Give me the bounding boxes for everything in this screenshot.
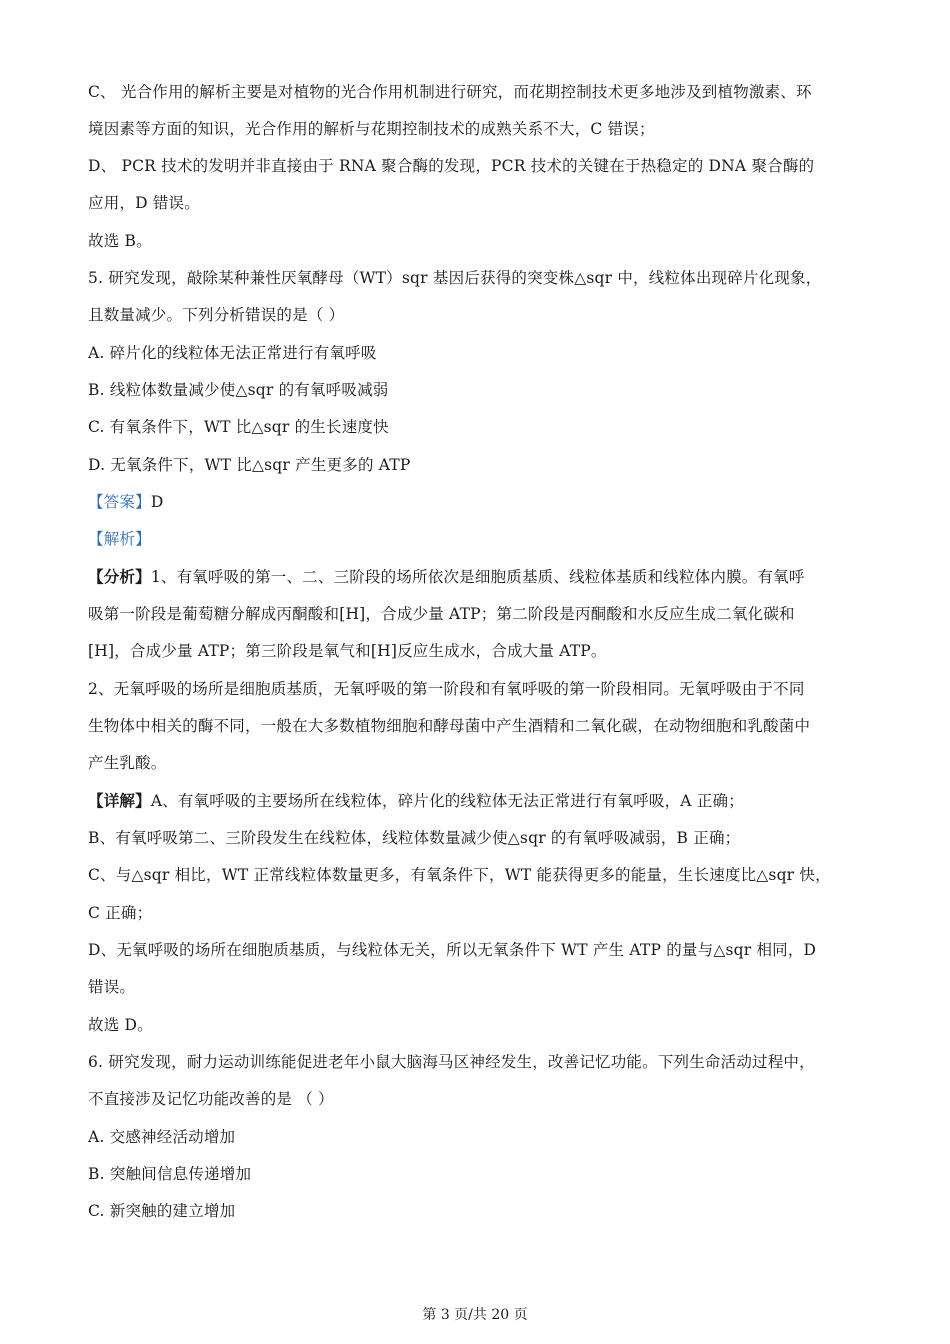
fenxi-text: [H]，合成少量 ATP；第三阶段是氧气和[H]反应生成水，合成大量 ATP。 [88, 642, 607, 660]
option-c: C. 新突触的建立增加 [88, 1202, 236, 1220]
xiangjie-line [88, 790, 744, 812]
option-a: A. 碎片化的线粒体无法正常进行有氧呼吸 [88, 344, 377, 362]
text-line: 应用，D 错误。 [88, 194, 200, 212]
option-b: B. 突触间信息传递增加 [88, 1165, 252, 1183]
answer-line [88, 491, 163, 513]
option-a: A. 交感神经活动增加 [88, 1128, 236, 1146]
xiangjie-text: 故选 D。 [88, 1016, 153, 1034]
analysis-label: 【解析】 [88, 530, 151, 548]
fenxi-text: 2、无氧呼吸的场所是细胞质基质，无氧呼吸的第一阶段和有氧呼吸的第一阶段相同。无氧呼吸由于不同 [88, 680, 805, 698]
xiangjie-label: 【详解】 [88, 791, 151, 810]
xiangjie-text: B、有氧呼吸第二、三阶段发生在线粒体，线粒体数量减少使△sqr 的有氧呼吸减弱，B 正确； [88, 829, 741, 847]
fenxi-text: 吸第一阶段是葡萄糖分解成丙酮酸和[H]，合成少量 ATP；第二阶段是丙酮酸和水反应生成二氧化碳和 [88, 605, 795, 623]
text-line: 境因素等方面的知识，光合作用的解析与花期控制技术的成熟关系不大，C 错误； [88, 120, 655, 138]
fenxi-line [88, 566, 805, 588]
question-6-stem: 6. 研究发现，耐力运动训练能促进老年小鼠大脑海马区神经发生，改善记忆功能。下列生命活动过程中， [88, 1053, 815, 1071]
fenxi-text: 生物体中相关的酶不同，一般在大多数植物细胞和酵母菌中产生酒精和二氧化碳，在动物细胞和乳酸菌中 [88, 717, 811, 735]
question-5-stem: 5. 研究发现，敲除某种兼性厌氧酵母（WT）sqr 基因后获得的突变株△sqr 中，线粒体出现碎片化现象， [88, 269, 822, 287]
text-line: 故选 B。 [88, 232, 152, 250]
answer-label: 【答案】 [88, 493, 151, 511]
page-footer: 第 3 页/共 20 页 [422, 1307, 528, 1323]
text-line: D、 PCR 技术的发明并非直接由于 RNA 聚合酶的发现，PCR 技术的关键在于热稳定的 DNA 聚合酶的 [88, 157, 815, 175]
xiangjie-text: D、无氧呼吸的场所在细胞质基质，与线粒体无关，所以无氧条件下 WT 产生 ATP 的量与△sqr 相同，D [88, 941, 817, 959]
question-6-stem: 不直接涉及记忆功能改善的是 （ ） [88, 1090, 334, 1108]
text-line: C、 光合作用的解析主要是对植物的光合作用机制进行研究，而花期控制技术更多地涉及到植物激素、环 [88, 83, 812, 101]
fenxi-text: 产生乳酸。 [88, 754, 167, 772]
option-b: B. 线粒体数量减少使△sqr 的有氧呼吸减弱 [88, 381, 389, 399]
option-c: C. 有氧条件下，WT 比△sqr 的生长速度快 [88, 418, 389, 436]
question-5-stem: 且数量减少。下列分析错误的是（ ） [88, 306, 345, 324]
fenxi-text: 1、有氧呼吸的第一、二、三阶段的场所依次是细胞质基质、线粒体基质和线粒体内膜。有氧呼 [150, 568, 805, 586]
answer-value: D [150, 493, 164, 511]
xiangjie-text: C 正确； [88, 904, 153, 922]
option-d: D. 无氧条件下，WT 比△sqr 产生更多的 ATP [88, 456, 411, 474]
xiangjie-text: 错误。 [88, 978, 136, 996]
xiangjie-text: A、有氧呼吸的主要场所在线粒体，碎片化的线粒体无法正常进行有氧呼吸，A 正确； [150, 792, 744, 810]
xiangjie-text: C、与△sqr 相比，WT 正常线粒体数量更多，有氧条件下，WT 能获得更多的能量，生长速度比△sqr 快， [88, 866, 831, 884]
fenxi-label: 【分析】 [88, 567, 151, 586]
